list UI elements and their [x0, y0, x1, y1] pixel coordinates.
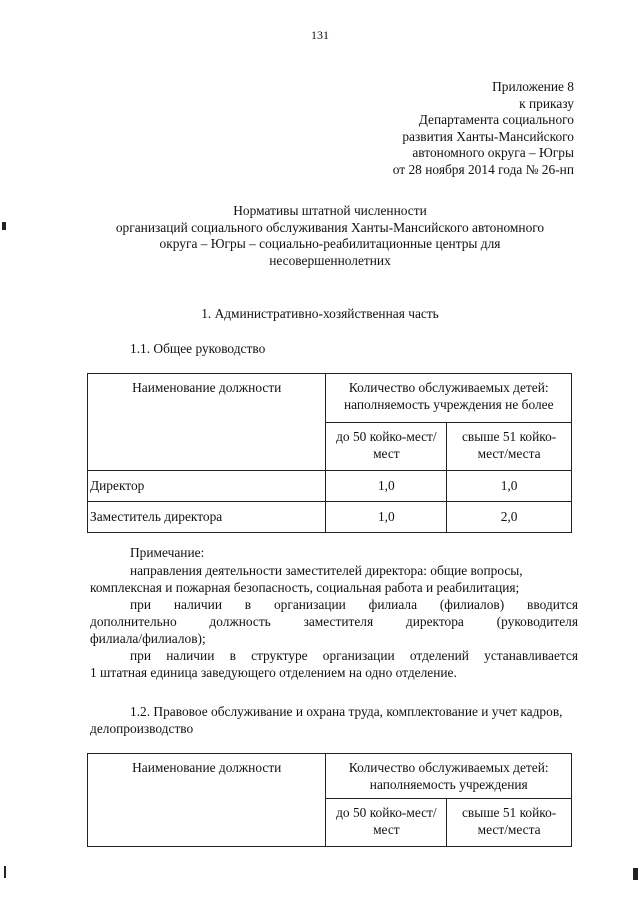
norm-value: 1,0	[326, 502, 447, 533]
note-paragraph: филиала/филиалов);	[90, 631, 206, 646]
header-position-name: Наименование должности	[88, 374, 326, 471]
header-up-to-50: до 50 койко-мест/мест	[326, 423, 447, 471]
norm-value: 1,0	[326, 471, 447, 502]
appendix-line: к приказу	[519, 95, 574, 111]
appendix-line: Приложение 8	[492, 79, 574, 94]
header-position-name: Наименование должности	[88, 754, 326, 847]
scan-mark	[2, 222, 6, 230]
note-paragraph: направления деятельности заместителей директора: общие вопросы, комплексная и пожарная безопасность, социальная работа и реабилитация;	[90, 563, 523, 595]
appendix-line: от 28 ноября 2014 года № 26-нп	[392, 161, 574, 177]
appendix-line: развития Ханты-Мансийского	[402, 128, 574, 144]
document-title	[70, 203, 590, 269]
norm-value: 1,0	[447, 471, 572, 502]
title-line: округа – Югры – социально-реабилитационные центры для	[159, 236, 501, 251]
section-heading: 1. Административно-хозяйственная часть	[201, 306, 439, 321]
title-line: организаций социального обслуживания Ханты-Мансийского автономного	[115, 219, 545, 235]
appendix-block	[393, 79, 574, 178]
note-paragraph: 1 штатная единица заведующего отделением на одно отделение.	[90, 665, 457, 680]
note-heading: Примечание:	[130, 545, 205, 560]
subsection-heading: 1.1. Общее руководство	[130, 341, 266, 356]
norm-value: 2,0	[447, 502, 572, 533]
header-over-51: свыше 51 койко-мест/места	[447, 423, 572, 471]
title-line: несовершеннолетних	[269, 252, 391, 268]
header-children-count: Количество обслуживаемых детей: наполняемость учреждения не более	[326, 374, 572, 423]
scan-mark	[633, 868, 638, 880]
appendix-line: Департамента социального	[418, 112, 574, 127]
position-name: Заместитель директора	[88, 502, 326, 533]
note-paragraph: при наличии в организации филиала (филиалов) вводится	[130, 597, 578, 612]
appendix-line: автономного округа – Югры	[412, 145, 574, 160]
scan-mark	[4, 866, 6, 878]
title-line: Нормативы штатной численности	[233, 203, 427, 218]
subsection-heading: 1.2. Правовое обслуживание и охрана труда, комплектование и учет кадров, делопроизводство	[90, 704, 563, 736]
page-number: 131	[311, 28, 329, 42]
staffing-table-general	[87, 373, 572, 533]
table-row	[88, 471, 572, 502]
table-row	[88, 502, 572, 533]
staffing-table-legal	[87, 753, 572, 847]
position-name: Директор	[88, 471, 326, 502]
header-children-count: Количество обслуживаемых детей: наполняемость учреждения	[326, 754, 572, 799]
note-paragraph: при наличии в структуре организации отделений устанавливается	[130, 648, 578, 663]
header-up-to-50: до 50 койко-мест/мест	[326, 799, 447, 847]
header-over-51: свыше 51 койко-мест/места	[447, 799, 572, 847]
note-paragraph: дополнительно должность заместителя директора (руководителя	[90, 614, 578, 629]
